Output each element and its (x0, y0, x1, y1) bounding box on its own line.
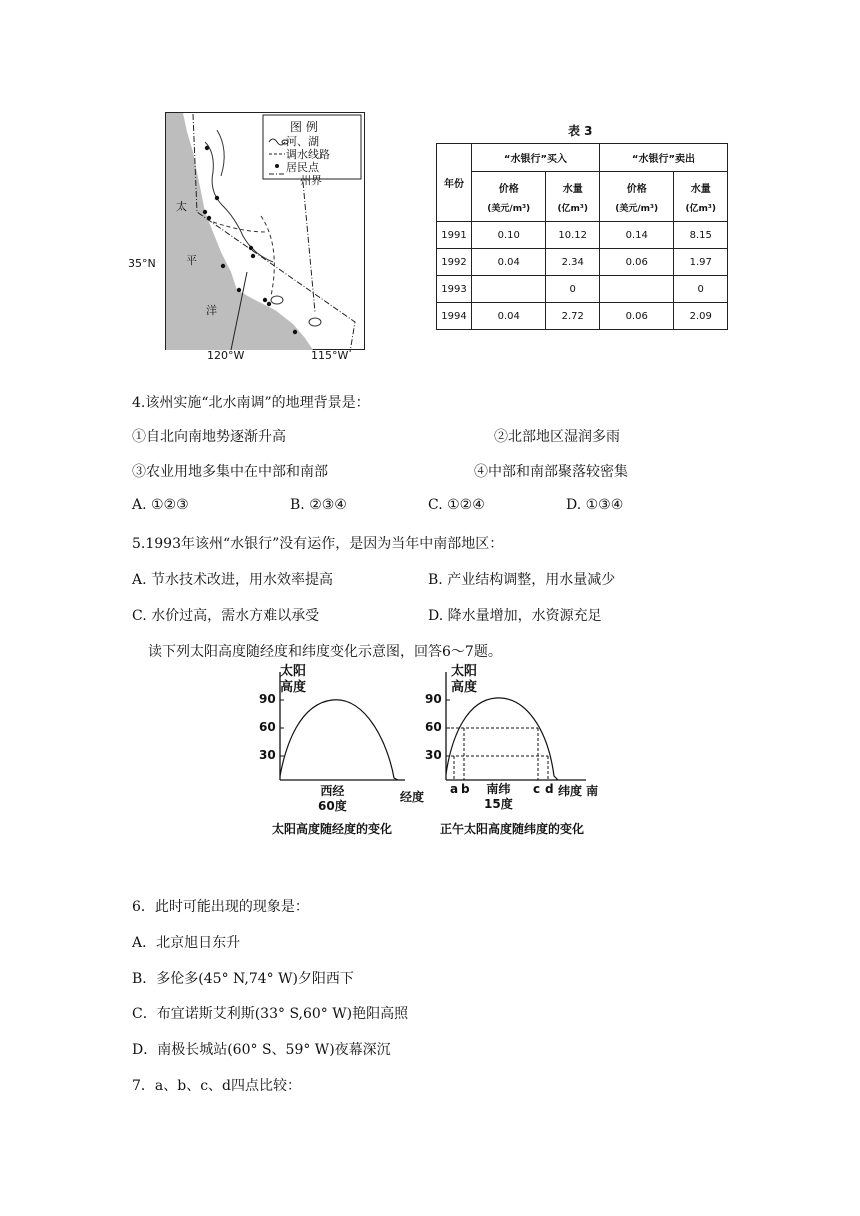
left-ytick: 90 (259, 692, 276, 706)
ocean-label: 太 (176, 200, 187, 213)
legend-items (286, 135, 330, 187)
left-ytick: 60 (259, 720, 276, 734)
right-xpoint-b: b (461, 782, 470, 796)
right-ytick: 90 (425, 692, 442, 706)
latitude-label: 35°N (128, 257, 156, 270)
ocean-label: 平 (186, 254, 197, 267)
q6-option-b[interactable]: B．多伦多(45° N,74° W)夕阳西下 (132, 971, 354, 987)
q6-option-d[interactable]: D．南极长城站(60° S、59° W)夜幕深沉 (132, 1042, 391, 1058)
buy-group-header: “水银行”买入 (472, 144, 600, 172)
right-xpoint-c: c (533, 782, 541, 796)
q4-statement-1: ①自北向南地势逐渐升高 (132, 429, 286, 445)
q6-option-c[interactable]: C．布宜诺斯艾利斯(33° S,60° W)艳阳高照 (132, 1006, 409, 1022)
table-caption: 表 3 (568, 124, 593, 138)
left-peak-label: 西经 60度 (318, 784, 347, 813)
legend-item: 调水线路 (286, 148, 330, 161)
q6-stem: 6．此时可能出现的现象是： (132, 899, 309, 915)
q4-option-a[interactable]: A. ①②③ (132, 497, 189, 513)
buy-volume-header: 水量 (亿m³) (546, 172, 600, 222)
ocean-label: 洋 (206, 304, 217, 317)
right-ylabel: 太阳 高度 (451, 664, 478, 695)
q4-statement-4: ④中部和南部聚落较密集 (474, 464, 628, 480)
state-map (165, 112, 365, 352)
left-ytick: 30 (259, 748, 276, 762)
water-bank-table (436, 143, 728, 330)
buy-price-header: 价格 (美元/m³) (472, 172, 546, 222)
right-peak-label: 南纬 15度 (484, 782, 513, 811)
right-ytick: 30 (425, 748, 442, 762)
q4-option-d[interactable]: D. ①③④ (566, 497, 624, 513)
legend-item: 居民点 (286, 161, 319, 174)
q5-option-a[interactable]: A. 节水技术改进，用水效率提高 (132, 572, 334, 588)
longitude-label: 120°W (207, 349, 245, 362)
left-ylabel: 太阳 高度 (280, 664, 307, 695)
right-ytick: 60 (425, 720, 442, 734)
right-xlabel: 纬度 南 (558, 784, 599, 798)
table-row: 1993 0 0 (437, 276, 728, 303)
left-sun-altitude-chart (270, 664, 420, 794)
right-xpoint-a: a (450, 782, 459, 796)
q5-option-b[interactable]: B. 产业结构调整，用水量减少 (428, 572, 616, 588)
q4-statement-3: ③农业用地多集中在中部和南部 (132, 464, 328, 480)
q4-statement-2: ②北部地区湿润多雨 (494, 429, 620, 445)
left-xlabel: 经度 (400, 790, 425, 804)
legend-item: 州界 (300, 174, 322, 187)
table-row: 1991 0.10 10.12 0.14 8.15 (437, 222, 728, 249)
q5-option-d[interactable]: D. 降水量增加，水资源充足 (428, 608, 602, 624)
left-chart-caption: 太阳高度随经度的变化 (272, 822, 393, 836)
q4-option-b[interactable]: B. ②③④ (290, 497, 347, 513)
right-sun-altitude-chart (438, 664, 598, 794)
diagram-intro: 读下列太阳高度随经度和纬度变化示意图，回答6～7题。 (148, 644, 502, 660)
q6-option-a[interactable]: A．北京旭日东升 (132, 935, 241, 951)
q4-option-c[interactable]: C. ①②④ (428, 497, 485, 513)
right-xpoint-d: d (545, 782, 554, 796)
longitude-label: 115°W (311, 349, 349, 362)
sell-volume-header: 水量 (亿m³) (674, 172, 728, 222)
q5-option-c[interactable]: C. 水价过高，需水方难以承受 (132, 608, 320, 624)
sell-group-header: “水银行”卖出 (599, 144, 727, 172)
table-row: 1992 0.04 2.34 0.06 1.97 (437, 249, 728, 276)
q7-stem: 7．a、b、c、d四点比较： (132, 1078, 302, 1094)
q4-stem: 4.该州实施“北水南调”的地理背景是： (132, 395, 370, 411)
table-row: 1994 0.04 2.72 0.06 2.09 (437, 303, 728, 330)
col-year-header: 年份 (437, 144, 472, 222)
legend-title: 图 例 (290, 120, 318, 134)
sell-price-header: 价格 (美元/m³) (599, 172, 673, 222)
right-chart-caption: 正午太阳高度随纬度的变化 (440, 822, 585, 836)
q5-stem: 5.1993年该州“水银行”没有运作，是因为当年中南部地区： (132, 536, 504, 552)
legend-item: 河、湖 (286, 135, 319, 148)
